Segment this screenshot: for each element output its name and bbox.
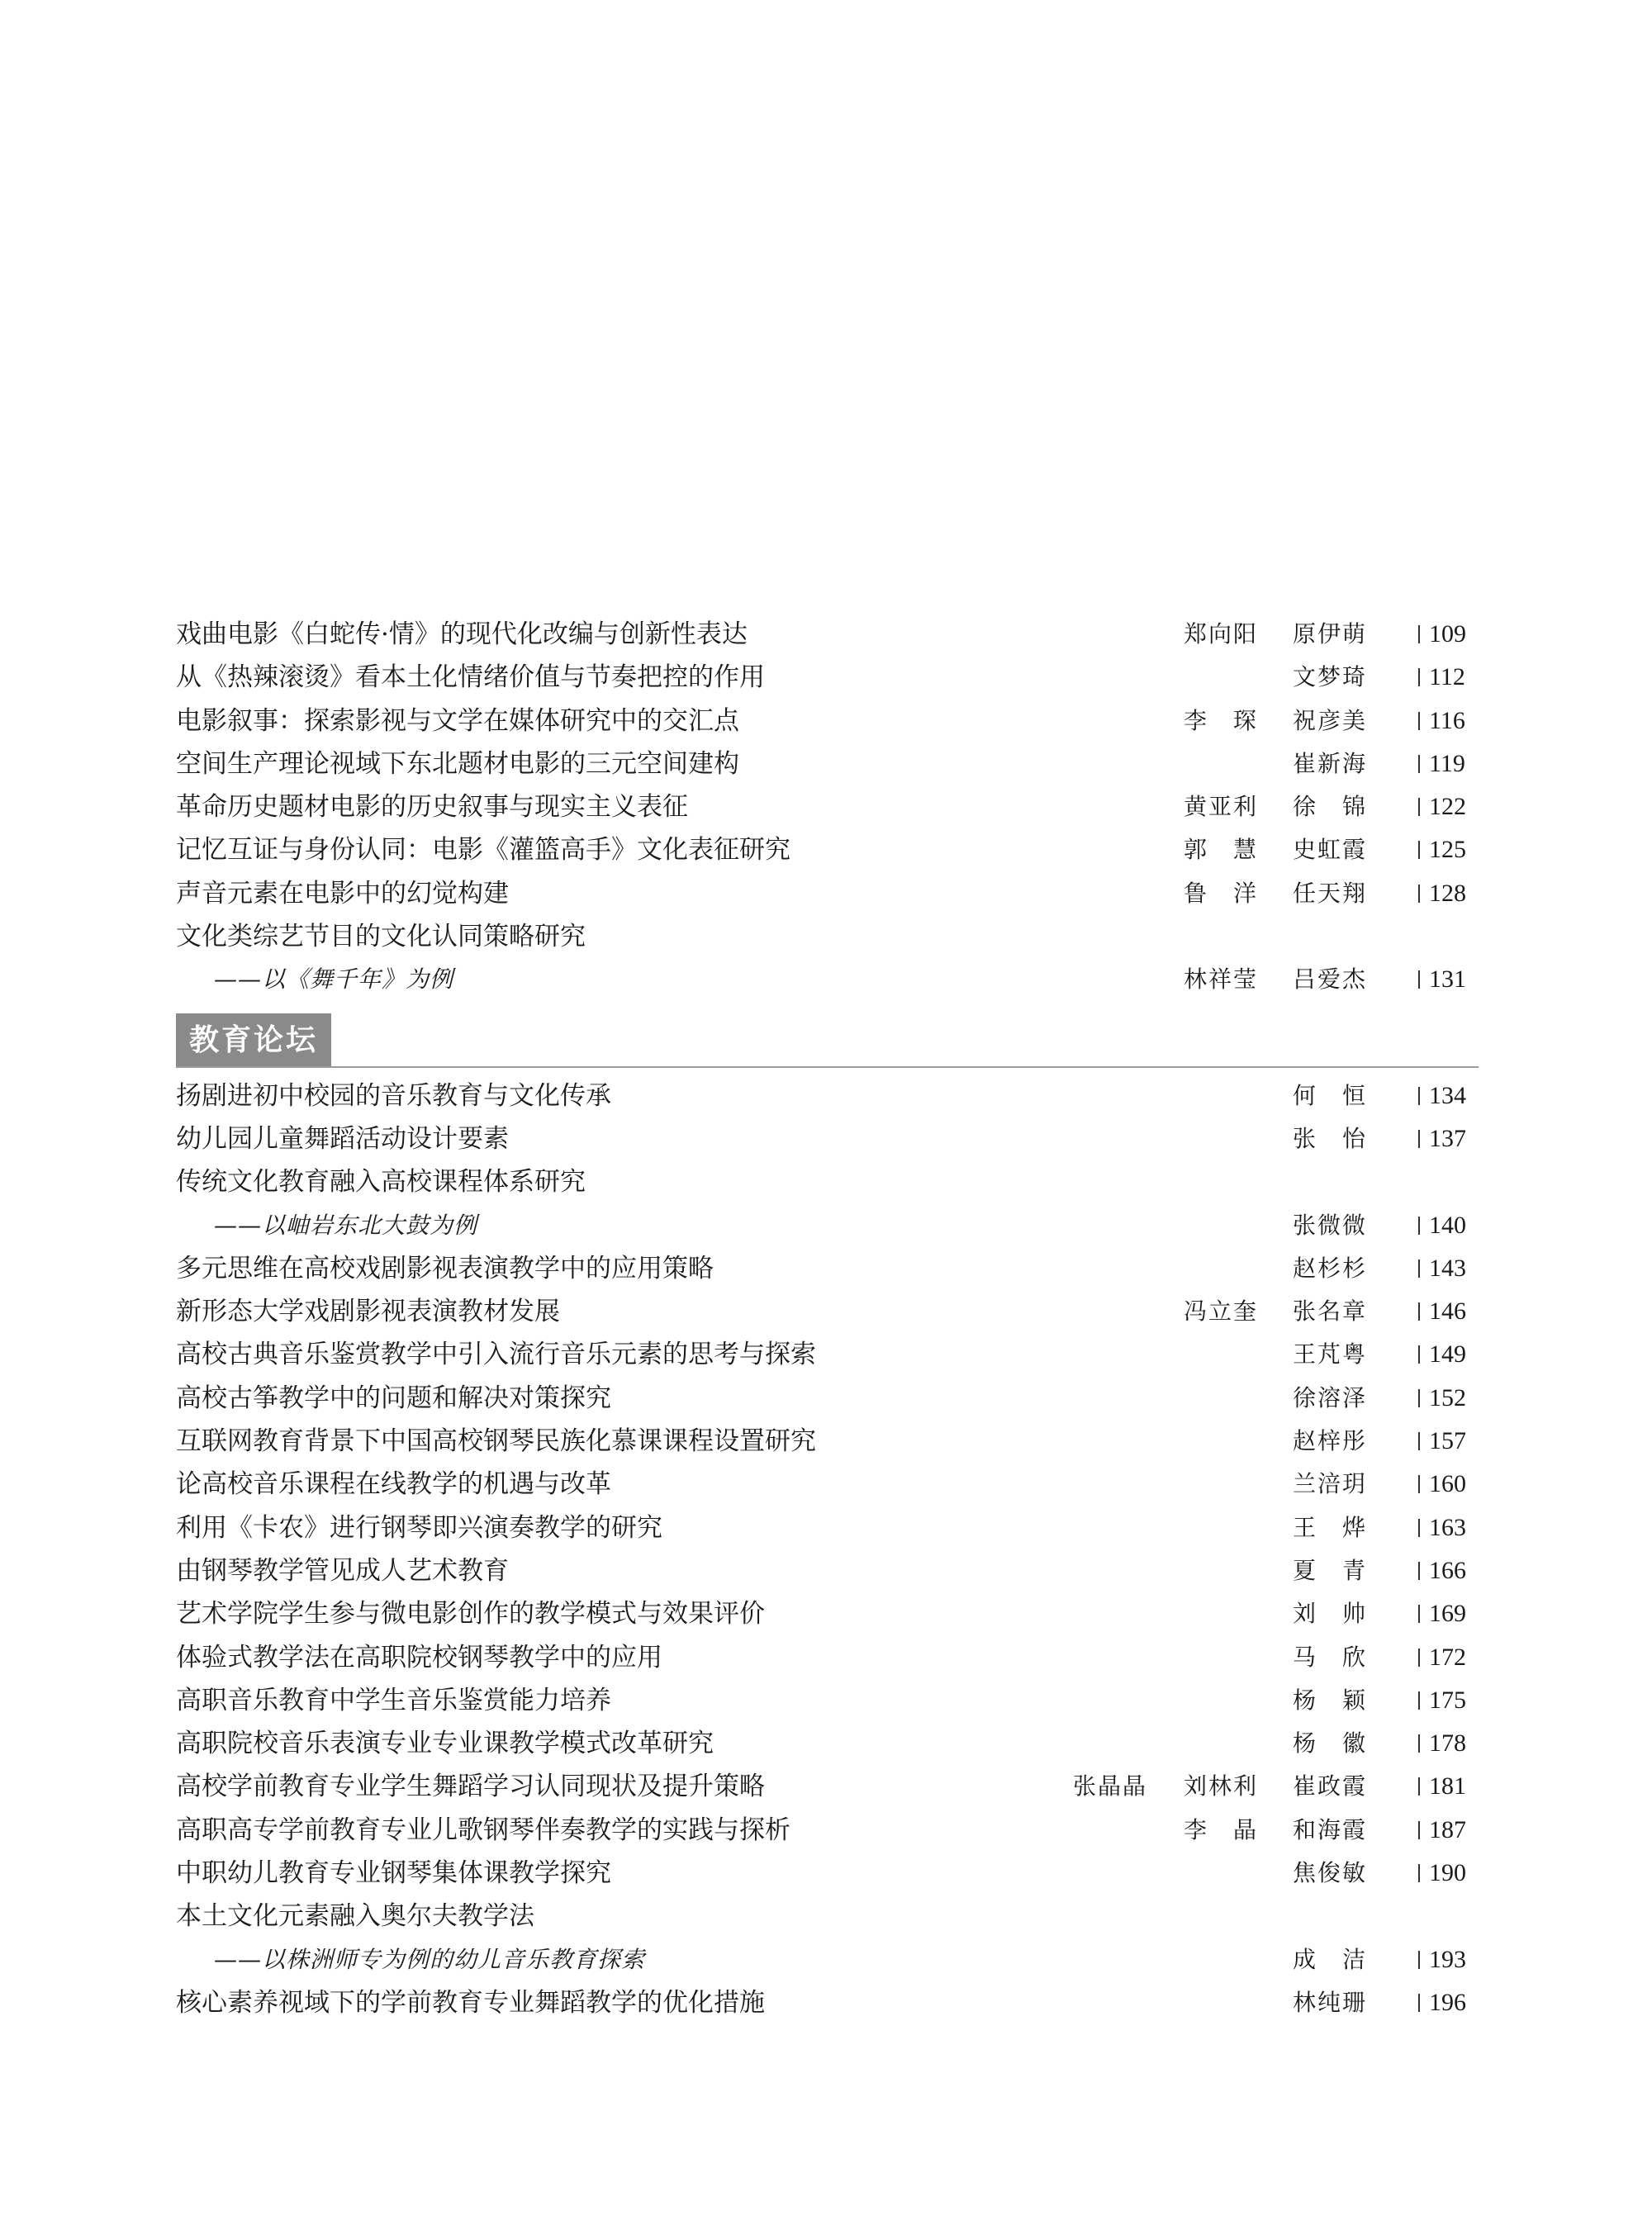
section-title: 教育论坛 <box>176 1013 331 1066</box>
toc-title: 论高校音乐课程在线教学的机遇与改革 <box>176 1469 611 1500</box>
toc-author: 杨 徽 <box>1293 1729 1368 1758</box>
toc-author: 林祥莹 <box>1184 965 1259 994</box>
toc-entry-row <box>176 1981 1479 2024</box>
table-of-contents <box>176 613 1479 2024</box>
page-separator <box>1418 1130 1420 1148</box>
toc-page-number: 169 <box>1429 1600 1466 1628</box>
toc-page-number: 109 <box>1429 620 1466 648</box>
toc-section-film <box>176 613 1479 1002</box>
toc-author: 兰涪玥 <box>1293 1470 1368 1498</box>
toc-author: 赵杉杉 <box>1293 1254 1368 1282</box>
toc-entry-row <box>176 1290 1479 1333</box>
page-separator <box>1418 1562 1420 1580</box>
toc-page-number: 178 <box>1429 1729 1466 1758</box>
toc-page-number: 149 <box>1429 1340 1466 1369</box>
page-separator <box>1418 1951 1420 1969</box>
toc-entry-row <box>176 1333 1479 1376</box>
toc-title: 声音元素在电影中的幻觉构建 <box>176 878 509 909</box>
toc-page-number: 163 <box>1429 1513 1466 1541</box>
toc-author: 祝彦美 <box>1293 706 1368 734</box>
toc-entry-row <box>176 872 1479 915</box>
toc-entry-row <box>176 1809 1479 1852</box>
toc-subtitle: ——以岫岩东北大鼓为例 <box>214 1211 478 1239</box>
toc-title: 多元思维在高校戏剧影视表演教学中的应用策略 <box>176 1253 714 1283</box>
toc-subtitle-row <box>176 1204 1479 1247</box>
section-rule <box>176 1066 1479 1068</box>
toc-entry-row <box>176 656 1479 699</box>
toc-page-number: 143 <box>1429 1254 1466 1282</box>
toc-entry-row <box>176 1463 1479 1506</box>
toc-title: 体验式教学法在高职院校钢琴教学中的应用 <box>176 1642 662 1672</box>
toc-entry-row <box>176 1506 1479 1549</box>
toc-author: 刘 帅 <box>1293 1600 1368 1628</box>
toc-entry-row <box>176 1679 1479 1722</box>
toc-author: 何 恒 <box>1293 1081 1368 1109</box>
page-separator <box>1418 1260 1420 1278</box>
toc-entry-row <box>176 1075 1479 1117</box>
toc-entry-row <box>176 613 1479 656</box>
toc-title: 高职院校音乐表演专业专业课教学模式改革研究 <box>176 1729 714 1759</box>
section-header <box>176 1013 1479 1075</box>
toc-title: 高校古筝教学中的问题和解决对策探究 <box>176 1383 611 1413</box>
toc-title: 高校古典音乐鉴赏教学中引入流行音乐元素的思考与探索 <box>176 1340 816 1370</box>
toc-author: 张 怡 <box>1293 1124 1368 1152</box>
toc-page-number: 152 <box>1429 1383 1466 1411</box>
toc-entry-row <box>176 785 1479 828</box>
toc-author: 鲁 洋 <box>1184 879 1259 907</box>
toc-title: 记忆互证与身份认同：电影《灌篮高手》文化表征研究 <box>176 835 790 866</box>
page-separator <box>1418 1217 1420 1235</box>
toc-title: 空间生产理论视域下东北题材电影的三元空间建构 <box>176 748 739 779</box>
toc-entry-row <box>176 1722 1479 1765</box>
page-separator <box>1418 1994 1420 2012</box>
toc-entry-row <box>176 1160 1479 1203</box>
page-separator <box>1418 1821 1420 1839</box>
page-separator <box>1418 1389 1420 1407</box>
toc-page-number: 112 <box>1429 663 1465 691</box>
toc-author: 吕爱杰 <box>1293 965 1368 994</box>
toc-title: 传统文化教育融入高校课程体系研究 <box>176 1167 586 1198</box>
toc-entry-row <box>176 1549 1479 1592</box>
toc-title: 由钢琴教学管见成人艺术教育 <box>176 1555 509 1586</box>
toc-author: 崔新海 <box>1293 749 1368 777</box>
toc-title: 新形态大学戏剧影视表演教材发展 <box>176 1297 560 1327</box>
toc-author: 冯立奎 <box>1184 1298 1259 1326</box>
toc-entry-row <box>176 1247 1479 1290</box>
toc-author: 焦俊敏 <box>1293 1859 1368 1887</box>
page-separator <box>1418 1519 1420 1537</box>
toc-subtitle-row <box>176 1938 1479 1981</box>
toc-title: 利用《卡农》进行钢琴即兴演奏教学的研究 <box>176 1512 662 1543</box>
toc-title: 互联网教育背景下中国高校钢琴民族化慕课课程设置研究 <box>176 1426 816 1457</box>
toc-title: 本土文化元素融入奥尔夫教学法 <box>176 1901 534 1932</box>
page-separator <box>1418 1864 1420 1882</box>
toc-author: 原伊萌 <box>1293 620 1368 648</box>
toc-author: 王芃粤 <box>1293 1340 1368 1369</box>
toc-title: 扬剧进初中校园的音乐教育与文化传承 <box>176 1080 611 1111</box>
page-separator <box>1418 885 1420 903</box>
toc-page-number: 131 <box>1429 965 1466 994</box>
toc-title: 高职高专学前教育专业儿歌钢琴伴奏教学的实践与探析 <box>176 1815 790 1845</box>
toc-page-number: 193 <box>1429 1945 1466 1973</box>
toc-entry-row <box>176 1636 1479 1679</box>
toc-author: 杨 颖 <box>1293 1686 1368 1714</box>
toc-page-number: 196 <box>1429 1988 1466 2016</box>
toc-author: 王 烨 <box>1293 1513 1368 1541</box>
toc-page-number: 181 <box>1429 1772 1466 1800</box>
toc-author: 赵梓彤 <box>1293 1427 1368 1455</box>
toc-entry-row <box>176 1895 1479 1938</box>
toc-author: 崔政霞 <box>1293 1772 1368 1800</box>
toc-page-number: 172 <box>1429 1643 1466 1671</box>
toc-entry-row <box>176 1592 1479 1635</box>
toc-subtitle-row <box>176 958 1479 1001</box>
toc-author: 夏 青 <box>1293 1556 1368 1584</box>
page-separator <box>1418 1777 1420 1796</box>
toc-page-number: 128 <box>1429 879 1466 907</box>
toc-author: 张名章 <box>1293 1298 1368 1326</box>
toc-page-number: 190 <box>1429 1859 1466 1887</box>
page-separator <box>1418 1649 1420 1667</box>
toc-author: 成 洁 <box>1293 1945 1368 1973</box>
toc-author: 张微微 <box>1293 1211 1368 1239</box>
toc-title: 革命历史题材电影的历史叙事与现实主义表征 <box>176 792 688 823</box>
toc-page-number: 160 <box>1429 1470 1466 1498</box>
toc-entry-row <box>176 915 1479 958</box>
toc-entry-row <box>176 1765 1479 1808</box>
toc-author: 和海霞 <box>1293 1815 1368 1843</box>
page-separator <box>1418 668 1420 686</box>
toc-page-number: 125 <box>1429 836 1466 864</box>
toc-page-number: 119 <box>1429 749 1465 777</box>
page-separator <box>1418 841 1420 859</box>
toc-title: 高校学前教育专业学生舞蹈学习认同现状及提升策略 <box>176 1772 765 1802</box>
toc-entry-row <box>176 1852 1479 1895</box>
page-separator <box>1418 1302 1420 1321</box>
toc-page-number: 116 <box>1429 706 1465 734</box>
toc-title: 高职音乐教育中学生音乐鉴赏能力培养 <box>176 1685 611 1715</box>
toc-title: 艺术学院学生参与微电影创作的教学模式与效果评价 <box>176 1599 765 1630</box>
toc-author: 郑向阳 <box>1184 620 1259 648</box>
toc-author: 林纯珊 <box>1293 1988 1368 2016</box>
toc-entry-row <box>176 742 1479 785</box>
toc-title: 戏曲电影《白蛇传·情》的现代化改编与创新性表达 <box>176 619 748 649</box>
toc-page-number: 146 <box>1429 1298 1466 1326</box>
toc-entry-row <box>176 1377 1479 1420</box>
page-separator <box>1418 970 1420 989</box>
page-separator <box>1418 1475 1420 1493</box>
toc-page-number: 157 <box>1429 1427 1466 1455</box>
toc-author: 任天翔 <box>1293 879 1368 907</box>
toc-title: 文化类综艺节目的文化认同策略研究 <box>176 922 586 952</box>
toc-author: 徐溶泽 <box>1293 1383 1368 1411</box>
page-separator <box>1418 1345 1420 1364</box>
toc-page-number: 134 <box>1429 1081 1466 1109</box>
page-separator <box>1418 798 1420 816</box>
toc-entry-row <box>176 1420 1479 1463</box>
toc-subtitle: ——以株洲师专为例的幼儿音乐教育探索 <box>214 1945 646 1973</box>
toc-author: 李 晶 <box>1184 1815 1259 1843</box>
toc-page-number: 137 <box>1429 1124 1466 1152</box>
toc-author: 文梦琦 <box>1293 663 1368 691</box>
page-separator <box>1418 1691 1420 1710</box>
page-separator <box>1418 1734 1420 1753</box>
toc-title: 核心素养视域下的学前教育专业舞蹈教学的优化措施 <box>176 1987 765 2018</box>
toc-author: 史虹霞 <box>1293 836 1368 864</box>
toc-title: 幼儿园儿童舞蹈活动设计要素 <box>176 1123 509 1154</box>
page-separator <box>1418 1605 1420 1623</box>
toc-page-number: 166 <box>1429 1556 1466 1584</box>
toc-subtitle: ——以《舞千年》为例 <box>214 965 454 994</box>
toc-author: 郭 慧 <box>1184 836 1259 864</box>
toc-author: 黄亚利 <box>1184 793 1259 821</box>
toc-author: 马 欣 <box>1293 1643 1368 1671</box>
toc-entry-row <box>176 828 1479 871</box>
toc-page-number: 122 <box>1429 793 1466 821</box>
toc-section-education <box>176 1075 1479 2025</box>
toc-title: 从《热辣滚烫》看本土化情绪价值与节奏把控的作用 <box>176 662 765 693</box>
toc-author: 李 琛 <box>1184 706 1259 734</box>
toc-author: 徐 锦 <box>1293 793 1368 821</box>
toc-page-number: 187 <box>1429 1815 1466 1843</box>
toc-title: 中职幼儿教育专业钢琴集体课教学探究 <box>176 1858 611 1889</box>
page-separator <box>1418 755 1420 773</box>
toc-author: 刘林利 <box>1184 1772 1259 1800</box>
page-separator <box>1418 1432 1420 1450</box>
page-separator <box>1418 712 1420 730</box>
toc-author: 张晶晶 <box>1073 1772 1148 1800</box>
toc-page-number: 140 <box>1429 1211 1466 1239</box>
toc-title: 电影叙事：探索影视与文学在媒体研究中的交汇点 <box>176 705 739 736</box>
page-separator <box>1418 625 1420 643</box>
toc-entry-row <box>176 700 1479 742</box>
toc-page-number: 175 <box>1429 1686 1466 1714</box>
page-separator <box>1418 1087 1420 1105</box>
toc-entry-row <box>176 1117 1479 1160</box>
